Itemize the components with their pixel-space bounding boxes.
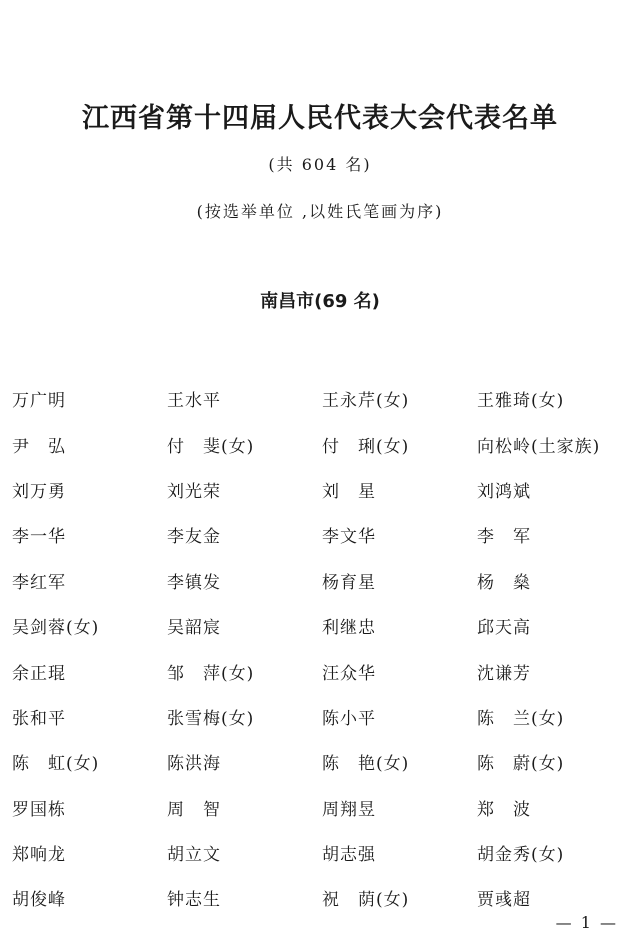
name-row — [12, 467, 638, 512]
name-cell: 李红军 — [12, 572, 66, 593]
name-row — [12, 421, 638, 466]
name-cell: 向松岭(土家族) — [477, 436, 601, 457]
name-cell: 陈洪海 — [167, 754, 221, 775]
name-cell: 胡金秀(女) — [477, 845, 565, 866]
name-cell: 万广明 — [12, 391, 66, 412]
name-cell: 李文华 — [322, 527, 376, 548]
name-cell: 陈 蔚(女) — [477, 754, 565, 775]
name-cell: 陈 艳(女) — [322, 754, 410, 775]
name-cell: 李镇发 — [167, 572, 221, 593]
name-cell: 周翔昱 — [322, 799, 376, 820]
name-cell: 李一华 — [12, 527, 66, 548]
name-cell: 罗国栋 — [12, 799, 66, 820]
name-cell: 胡俊峰 — [12, 890, 66, 911]
name-cell: 刘万勇 — [12, 481, 66, 502]
name-cell: 张和平 — [12, 708, 66, 729]
name-cell: 王雅琦(女) — [477, 391, 565, 412]
name-cell: 胡志强 — [322, 845, 376, 866]
name-cell: 胡立文 — [167, 845, 221, 866]
name-cell: 钟志生 — [167, 890, 221, 911]
name-row — [12, 694, 638, 739]
name-cell: 付 琍(女) — [322, 436, 410, 457]
name-cell: 沈谦芳 — [477, 663, 531, 684]
name-cell: 张雪梅(女) — [167, 708, 255, 729]
name-cell: 王水平 — [167, 391, 221, 412]
name-cell: 郑响龙 — [12, 845, 66, 866]
name-cell: 利继忠 — [322, 618, 376, 639]
name-cell: 李友金 — [167, 527, 221, 548]
name-row — [12, 830, 638, 875]
name-cell: 吴韶宸 — [167, 618, 221, 639]
section-title: 南昌市(69 名) — [260, 291, 380, 312]
name-list — [12, 376, 638, 921]
name-row — [12, 739, 638, 784]
name-cell: 邱天高 — [477, 618, 531, 639]
total-count-note: (共 604 名) — [268, 155, 372, 174]
name-row — [12, 512, 638, 557]
name-row — [12, 376, 638, 421]
name-row — [12, 558, 638, 603]
name-cell: 祝 荫(女) — [322, 890, 410, 911]
name-cell: 付 斐(女) — [167, 436, 255, 457]
name-cell: 陈小平 — [322, 708, 376, 729]
name-cell: 李 军 — [477, 527, 531, 548]
name-row — [12, 875, 638, 920]
name-cell: 汪众华 — [322, 663, 376, 684]
name-row — [12, 648, 638, 693]
name-cell: 刘光荣 — [167, 481, 221, 502]
name-cell: 邹 萍(女) — [167, 663, 255, 684]
name-cell: 郑 波 — [477, 799, 531, 820]
name-cell: 王永芹(女) — [322, 391, 410, 412]
document-title: 江西省第十四届人民代表大会代表名单 — [82, 103, 558, 134]
name-cell: 周 智 — [167, 799, 221, 820]
name-cell: 杨 燊 — [477, 572, 531, 593]
name-row — [12, 785, 638, 830]
ordering-note: (按选举单位 ,以姓氏笔画为序) — [196, 202, 444, 221]
name-cell: 余正琨 — [12, 663, 66, 684]
name-row — [12, 603, 638, 648]
name-cell: 贾彧超 — [477, 890, 531, 911]
name-cell: 杨育星 — [322, 572, 376, 593]
name-cell: 吴剑蓉(女) — [12, 618, 100, 639]
name-cell: 尹 弘 — [12, 436, 66, 457]
page-number: — 1 — — [555, 913, 618, 932]
name-cell: 刘鸿斌 — [477, 481, 531, 502]
name-cell: 刘 星 — [322, 481, 376, 502]
name-cell: 陈 兰(女) — [477, 708, 565, 729]
name-cell: 陈 虹(女) — [12, 754, 100, 775]
